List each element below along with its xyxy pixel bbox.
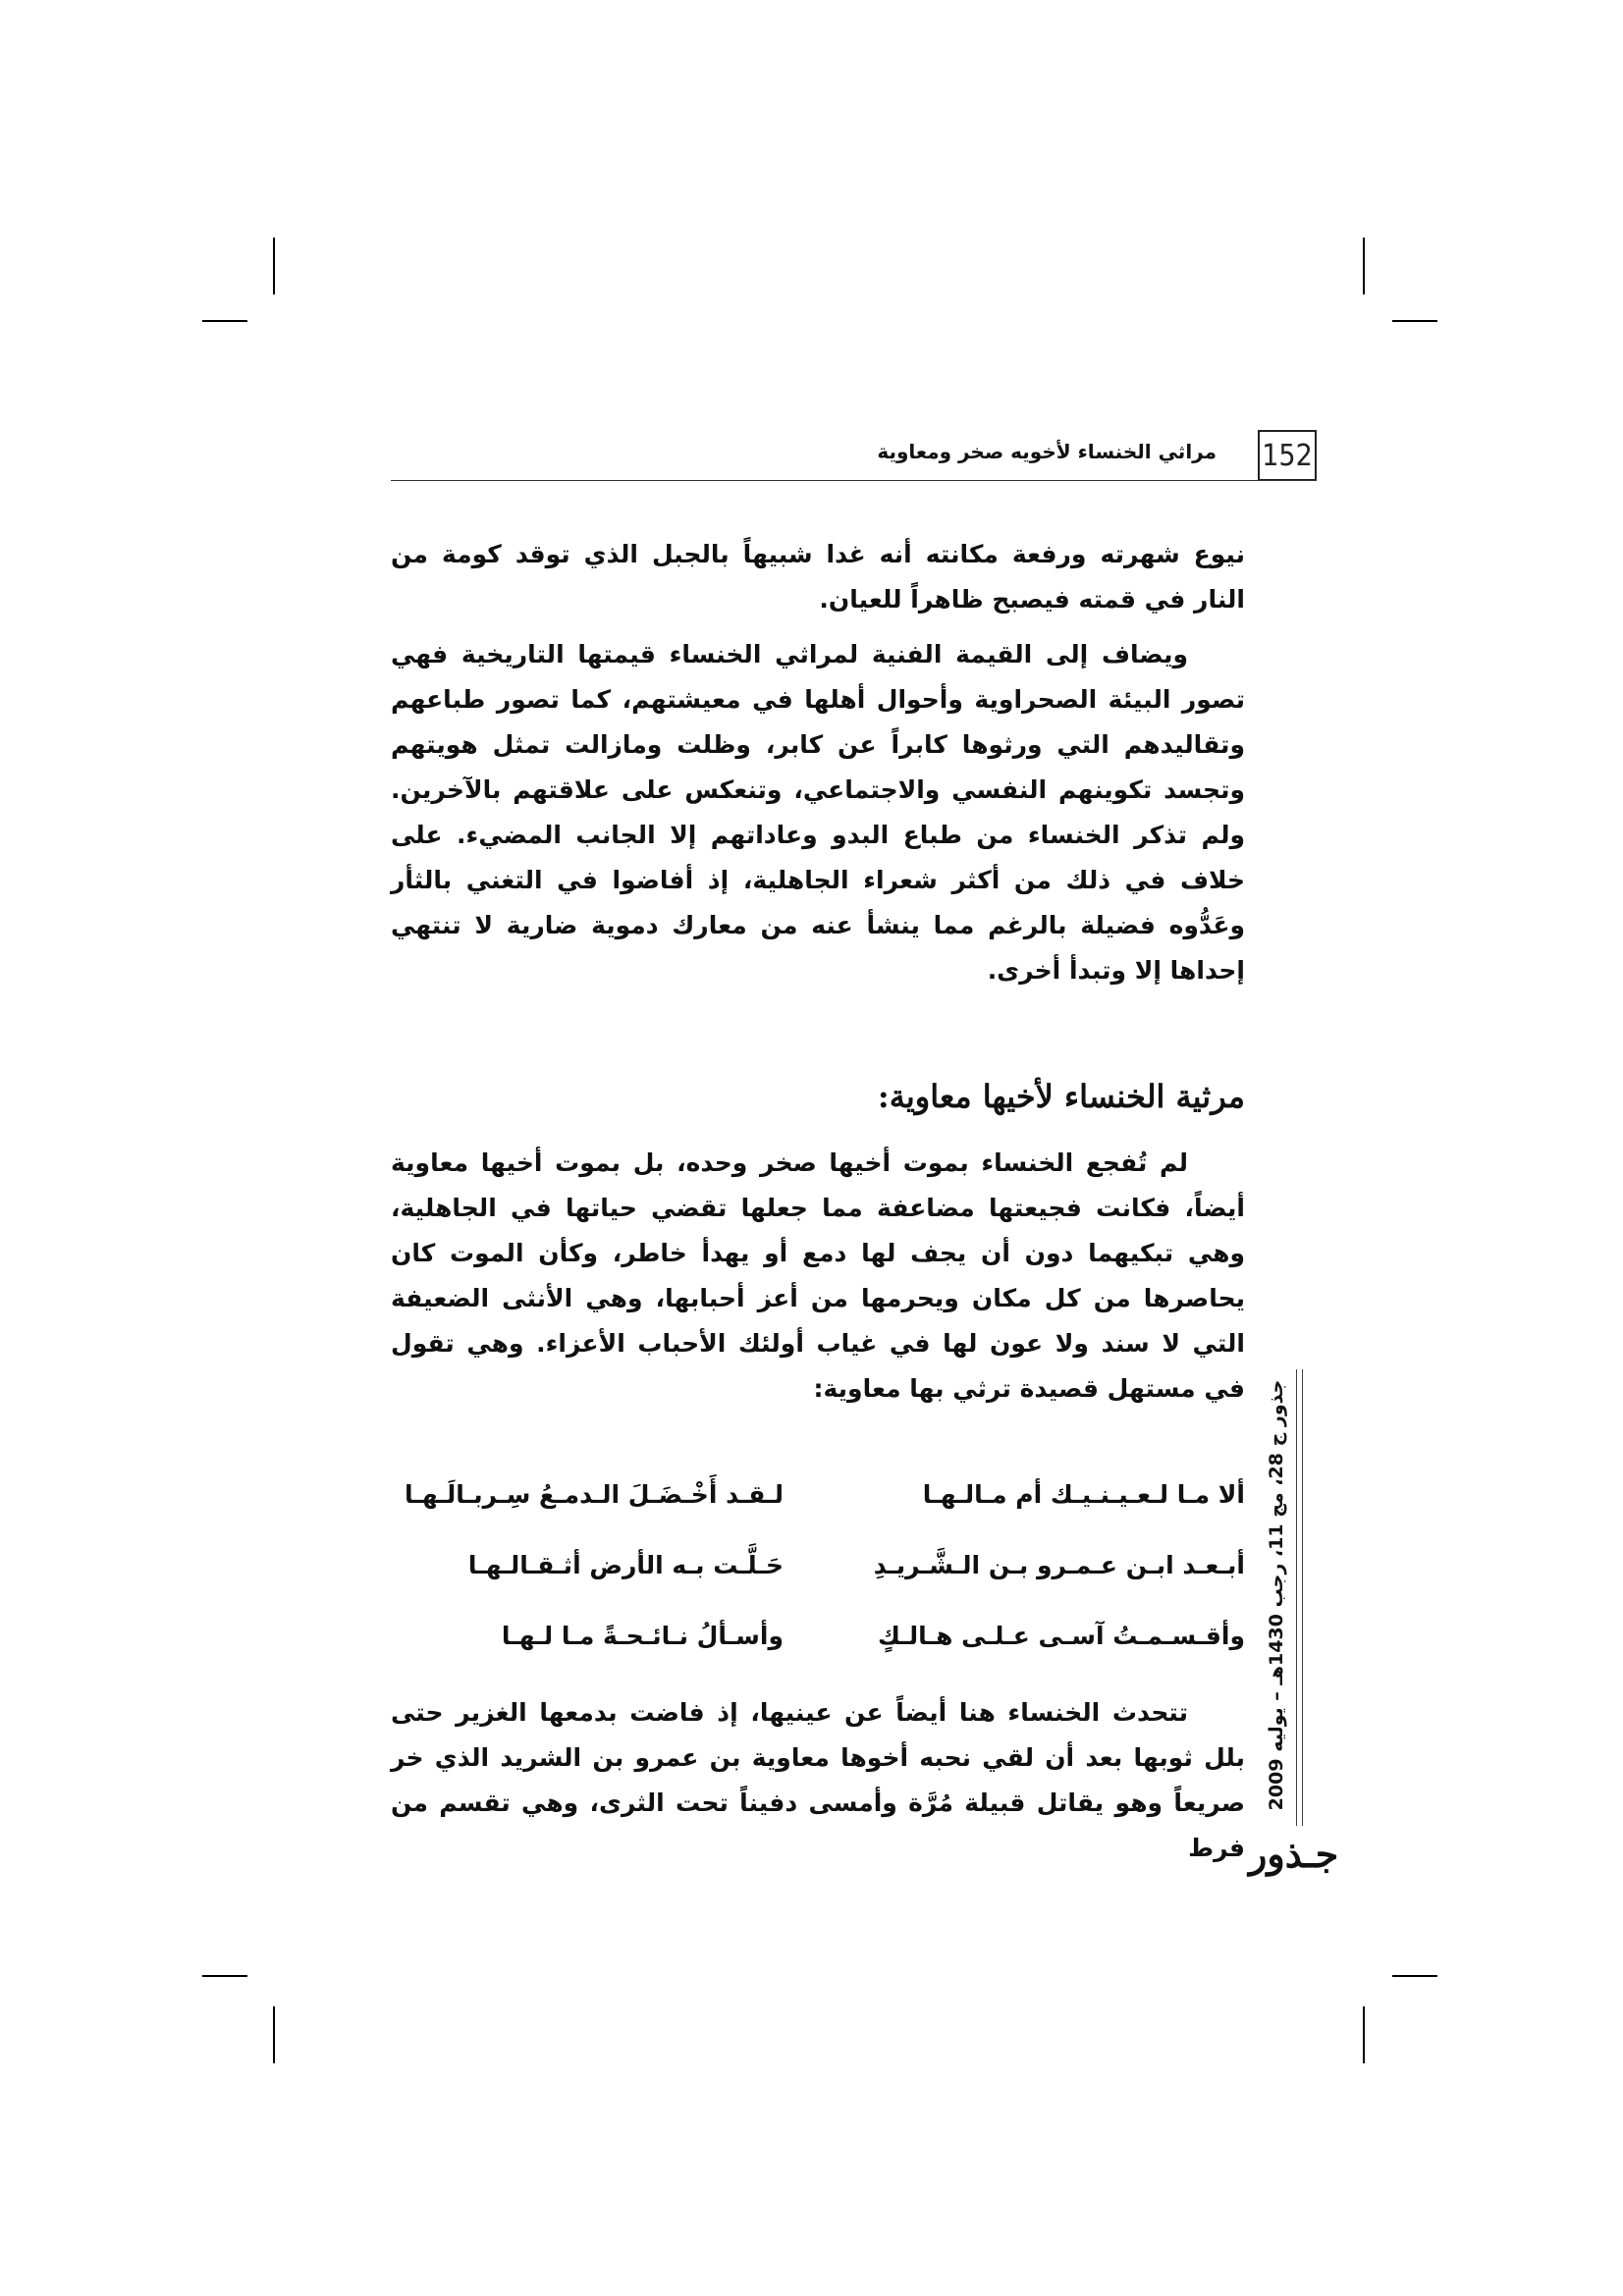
verse-first-hemistich: أبـعـد ابـن عـمـرو بـن الـشَّـريـدِ [873, 1551, 1245, 1579]
paragraph-continuation: نيوع شهرته ورفعة مكانته أنه غدا شبيهاً بالجبل الذي توقد كومة من النار في قمته فيصبح ظاهراً للعيان. [391, 540, 1245, 614]
verse-second-hemistich: لـقـد أَخْـضَـلَ الـدمـعُ سِـربـالَـهـا [404, 1480, 784, 1509]
header-rule [391, 480, 1317, 481]
journal-logo: جـذور [1249, 1832, 1339, 1876]
verse-line [391, 1551, 1245, 1622]
journal-citation: جذور ج 28، مج 11، رجب 1430هـ – يوليه 2009 [1266, 1379, 1287, 1811]
journal-side-note [1260, 1369, 1293, 1821]
verse-second-hemistich: حَـلَّـت بـه الأرض أثـقـالـهـا [467, 1551, 784, 1579]
verse-line [391, 1622, 1245, 1692]
paragraph-commentary: تتحدث الخنساء هنا أيضاً عن عينيها، إذ فاضت بدمعها الغزير حتى بلل ثوبها بعد أن لقي نحبه أخوها معاوية بن عمرو بن الشريد الذي خر صريعاً وهو يقاتل قبيلة مُرَّة وأمسى دفيناً تحت الثرى، وهي تقسم من فرط [391, 1698, 1245, 1862]
crop-mark-top-right-horizontal [1392, 320, 1437, 322]
verse-second-hemistich: وأسـألُ نـائـحـةً مـا لـهـا [501, 1622, 784, 1650]
section-heading: مرثية الخنساء لأخيها معاوية: [877, 1078, 1245, 1115]
crop-mark-bottom-right-vertical [1363, 2006, 1365, 2063]
verse-first-hemistich: ألا مـا لـعـيـنـيـك أم مـالـهـا [922, 1480, 1245, 1509]
paragraph-muawiya: لم تُفجع الخنساء بموت أخيها صخر وحده، بل بموت أخيها معاوية أيضاً، فكانت فجيعتها مضاعفة مما جعلها تقضي حياتها في الجاهلية، وهي تبكيهما دون أن يجف لها دمع أو يهدأ خاطر، وكأن الموت كان يحاصرها من كل مكان ويحرمها من أعز أحبابها، وهي الأنثى الضعيفة التي لا سند ولا عون لها في غياب أولئك الأحباب الأعزاء. وهي تقول في مستهل قصيدة ترثي بها معاوية: [391, 1148, 1245, 1403]
crop-mark-top-left-horizontal [202, 320, 247, 322]
body-text-section [391, 1141, 1245, 1412]
crop-mark-bottom-left-horizontal [202, 1975, 247, 1977]
verse-first-hemistich: وأقـسـمـتُ آسـى عـلـى هـالـكٍ [877, 1622, 1245, 1650]
body-text-bottom [391, 1690, 1245, 1871]
body-text-top [391, 532, 1245, 993]
page-header [391, 430, 1317, 481]
poem [391, 1480, 1245, 1692]
crop-mark-bottom-right-horizontal [1392, 1975, 1437, 1977]
side-rule [1296, 1369, 1303, 1826]
crop-mark-top-right-vertical [1363, 238, 1365, 294]
running-title: مراثي الخنساء لأخويه صخر ومعاوية [877, 440, 1217, 463]
crop-mark-top-left-vertical [273, 238, 275, 294]
paragraph-historical-value: ويضاف إلى القيمة الفنية لمراثي الخنساء قيمتها التاريخية فهي تصور البيئة الصحراوية وأحوال أهلها في معيشتهم، كما تصور طباعهم وتقاليدهم التي ورثوها كابراً عن كابر، وظلت ومازالت تمثل هويتهم وتجسد تكوينهم النفسي والاجتماعي، وتنعكس على علاقتهم بالآخرين. ولم تذكر الخنساء من طباع البدو وعاداتهم إلا الجانب المضيء. على خلاف في ذلك من أكثر شعراء الجاهلية، إذ أفاضوا في التغني بالثأر وعَدُّوه فضيلة بالرغم مما ينشأ عنه من معارك دموية ضارية لا تنتهي إحداها إلا وتبدأ أخرى. [391, 640, 1245, 985]
page-number: 152 [1258, 430, 1317, 481]
crop-mark-bottom-left-vertical [273, 2006, 275, 2063]
verse-line [391, 1480, 1245, 1551]
